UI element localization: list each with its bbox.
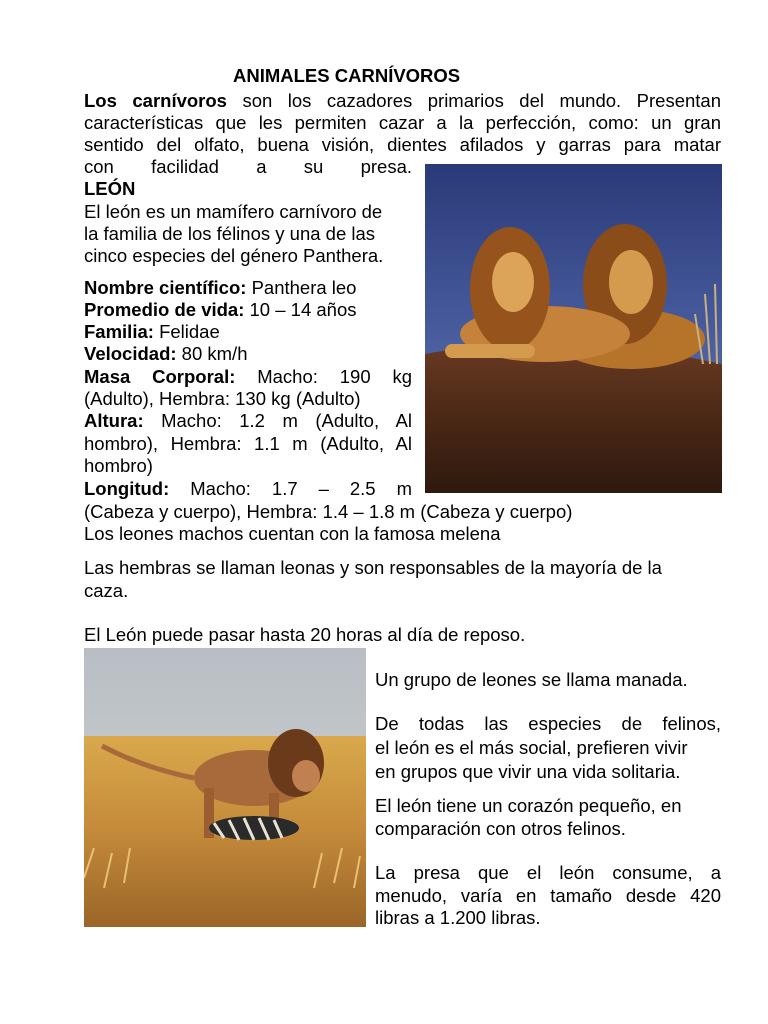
fact-value: Macho: 1.2 m (Adulto, Al (161, 410, 412, 431)
paragraph-females-line-2: caza. (84, 580, 129, 601)
side-heart-line-1: El león tiene un corazón pequeño, en (375, 795, 682, 816)
fact-lifespan (84, 299, 357, 321)
fact-label: Masa Corporal: (84, 366, 236, 387)
fact-label: Nombre científico: (84, 277, 247, 298)
fact-length-line-1 (84, 478, 412, 500)
fact-height-line-1 (84, 410, 412, 432)
fact-value: Felidae (159, 321, 220, 342)
intro-line-4: con facilidad a su presa. (84, 156, 412, 177)
fact-value: 80 km/h (181, 343, 248, 364)
fact-height-line-2: hombro), Hembra: 1.1 m (Adulto, Al (84, 433, 412, 454)
two-lions-photo (425, 164, 722, 493)
fact-label: Altura: (84, 410, 144, 431)
lion-with-prey-photo (84, 648, 366, 927)
fact-mass-line-2: (Adulto), Hembra: 130 kg (Adulto) (84, 388, 361, 409)
fact-length-line-2: (Cabeza y cuerpo), Hembra: 1.4 – 1.8 m (Cabeza y cuerpo) (84, 501, 573, 522)
side-social-line-3: en grupos que vivir una vida solitaria. (375, 761, 681, 782)
side-social-line-1: De todas las especies de felinos, (375, 713, 721, 734)
fact-value: Panthera leo (251, 277, 357, 298)
fact-family (84, 321, 220, 343)
fact-label: Longitud: (84, 478, 170, 499)
fact-height-line-3: hombro) (84, 455, 153, 476)
fact-value: Macho: 190 kg (257, 366, 413, 387)
fact-value: Macho: 1.7 – 2.5 m (190, 478, 412, 499)
side-prey-line-3: libras a 1.200 libras. (375, 907, 541, 928)
paragraph-mane: Los leones machos cuentan con la famosa melena (84, 523, 501, 544)
intro-text: son los cazadores primarios del mundo. Presentan (242, 90, 721, 111)
fact-label: Promedio de vida: (84, 299, 245, 320)
intro-line-3: sentido del olfato, buena visión, dientes afilados y garras para matar (84, 134, 721, 155)
fact-label: Velocidad: (84, 343, 177, 364)
section-heading-leon: LEÓN (84, 178, 136, 199)
fact-label: Familia: (84, 321, 154, 342)
section-desc-line: cinco especies del género Panthera. (84, 245, 384, 266)
section-desc-line: la familia de los félinos y una de las (84, 223, 376, 244)
fact-scientific-name (84, 277, 356, 299)
side-pride: Un grupo de leones se llama manada. (375, 669, 688, 690)
intro-bold: Los carnívoros (84, 90, 227, 111)
fact-value: 10 – 14 años (249, 299, 357, 320)
paragraph-females-line-1: Las hembras se llaman leonas y son responsables de la mayoría de la (84, 557, 662, 578)
intro-line-2: características que les permiten cazar a la perfección, como: un gran (84, 112, 721, 133)
section-desc-line: El león es un mamífero carnívoro de (84, 201, 383, 222)
fact-mass-line-1 (84, 366, 412, 388)
fact-speed (84, 343, 247, 365)
intro-line-1 (84, 90, 721, 112)
page-title: ANIMALES CARNÍVOROS (233, 65, 461, 86)
paragraph-rest: El León puede pasar hasta 20 horas al día de reposo. (84, 624, 526, 645)
side-social-line-2: el león es el más social, prefieren vivir (375, 737, 688, 758)
side-prey-line-1: La presa que el león consume, a (375, 862, 721, 883)
side-heart-line-2: comparación con otros felinos. (375, 818, 626, 839)
side-prey-line-2: menudo, varía en tamaño desde 420 (375, 885, 721, 906)
